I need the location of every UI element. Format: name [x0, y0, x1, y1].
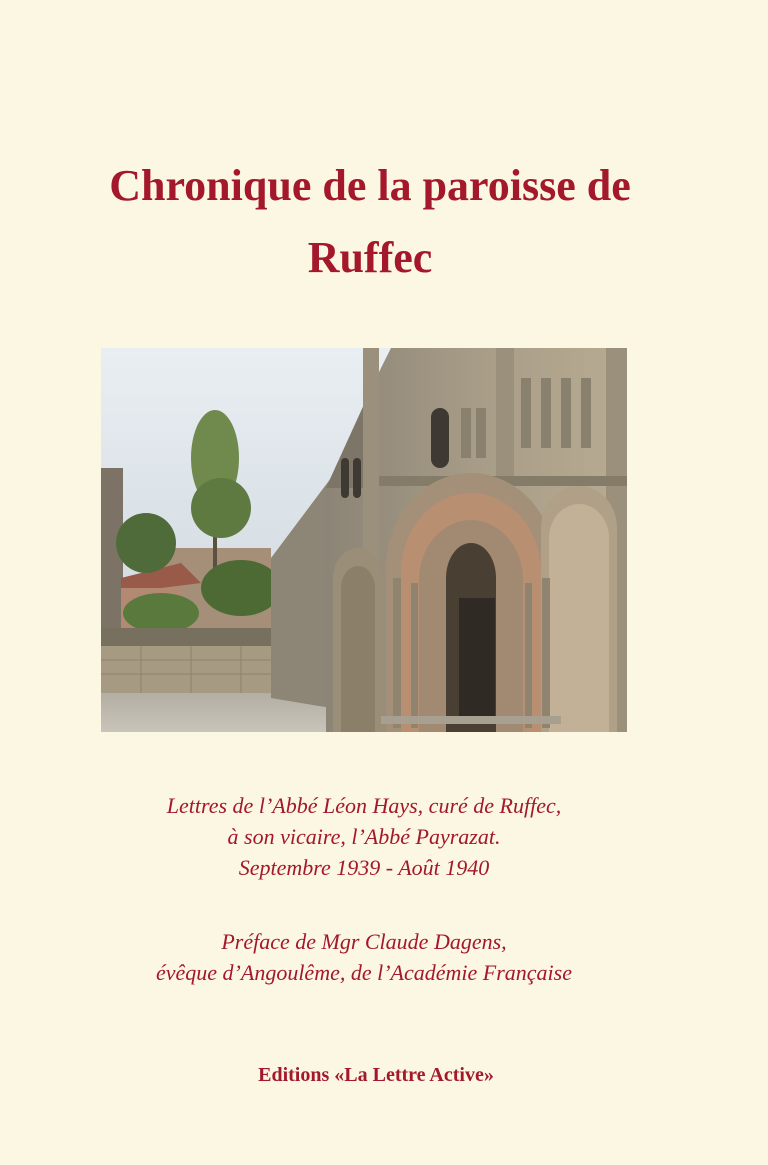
church-facade-illustration	[101, 348, 627, 732]
title-line-1: Chronique de la paroisse de	[109, 161, 631, 210]
book-title	[0, 150, 740, 294]
subtitle-line-3: Septembre 1939 - Août 1940	[238, 855, 490, 880]
subtitle-line-1: Lettres de l’Abbé Léon Hays, curé de Ruffec,	[166, 793, 562, 818]
preface-line-2: évêque d’Angoulême, de l’Académie Française	[156, 960, 572, 985]
subtitle-line-2: à son vicaire, l’Abbé Payrazat.	[227, 824, 501, 849]
title-line-2: Ruffec	[307, 233, 433, 282]
publisher-name: Editions «La Lettre Active»	[258, 1064, 494, 1086]
preface-credit	[0, 926, 728, 988]
preface-line-1: Préface de Mgr Claude Dagens,	[221, 929, 507, 954]
book-subtitle	[0, 790, 728, 883]
church-photo	[101, 348, 627, 732]
